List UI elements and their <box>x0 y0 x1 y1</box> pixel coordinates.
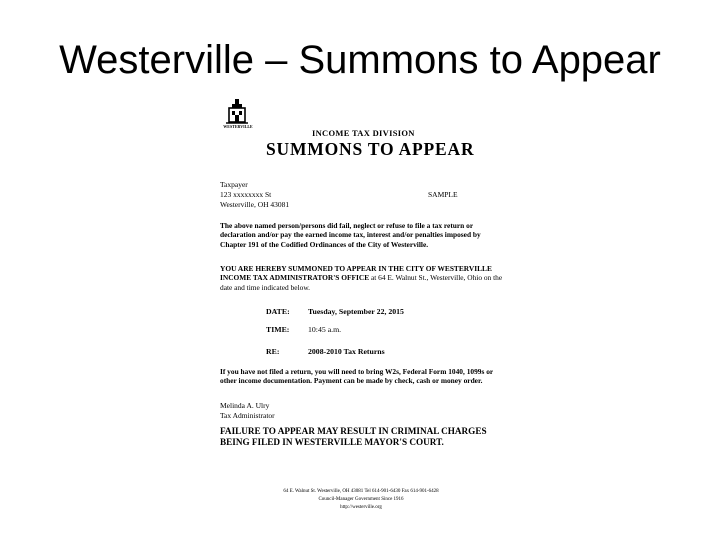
warning-text: FAILURE TO APPEAR MAY RESULT IN CRIMINAL CHARGES BEING FILED IN WESTERVILLE MAYOR'S COURT. <box>220 426 487 447</box>
footer-government: Council-Manager Government Since 1916 <box>318 497 404 502</box>
sample-mark: SAMPLE <box>428 190 458 199</box>
date-value: Tuesday, September 22, 2015 <box>308 307 404 316</box>
time-label: TIME: <box>266 325 290 334</box>
seal-label: WESTERVILLE <box>223 124 253 129</box>
document-heading: SUMMONS TO APPEAR <box>266 139 475 159</box>
re-label: RE: <box>266 347 280 356</box>
footer-address: 64 E. Walnut St. Westerville, OH 43081 Tel 614-901-6430 Fax 614-901-6428 <box>283 489 439 494</box>
re-value: 2008-2010 Tax Returns <box>308 347 385 356</box>
date-label: DATE: <box>266 307 290 316</box>
summons-paragraph <box>220 264 506 292</box>
signatory-name: Melinda A. Ulry <box>220 401 270 410</box>
instructions-paragraph: If you have not filed a return, you will need to bring W2s, Federal Form 1040, 1099s or other income documentation. Payment can be made by check, cash or money order. <box>220 367 494 386</box>
summons-document <box>216 96 506 516</box>
taxpayer-address: 123 xxxxxxxx St <box>220 190 272 199</box>
time-value: 10:45 a.m. <box>308 325 342 334</box>
division-title: INCOME TAX DIVISION <box>312 128 415 138</box>
taxpayer-city: Westerville, OH 43081 <box>220 200 290 209</box>
summons-bold-text: YOU ARE HEREBY SUMMONED TO APPEAR IN THE CITY OF WESTERVILLE INCOME TAX ADMINISTRATOR'S OFFICE <box>220 264 492 283</box>
footer-website: http://westerville.org <box>340 505 382 510</box>
notice-paragraph: The above named person/persons did fail, neglect or refuse to file a tax return or declaration and/or pay the earned income tax, interest and/or penalties imposed by Chapter 191 of the Codified Ordinances of the City of Westerville. <box>220 221 481 249</box>
signatory-title: Tax Administrator <box>220 411 275 420</box>
slide-title: Westerville – Summons to Appear <box>59 38 661 82</box>
summons-location-text: at 64 E. Walnut St., Westerville, Ohio on the date and time indicated below. <box>220 273 503 292</box>
taxpayer-label: Taxpayer <box>220 180 248 189</box>
